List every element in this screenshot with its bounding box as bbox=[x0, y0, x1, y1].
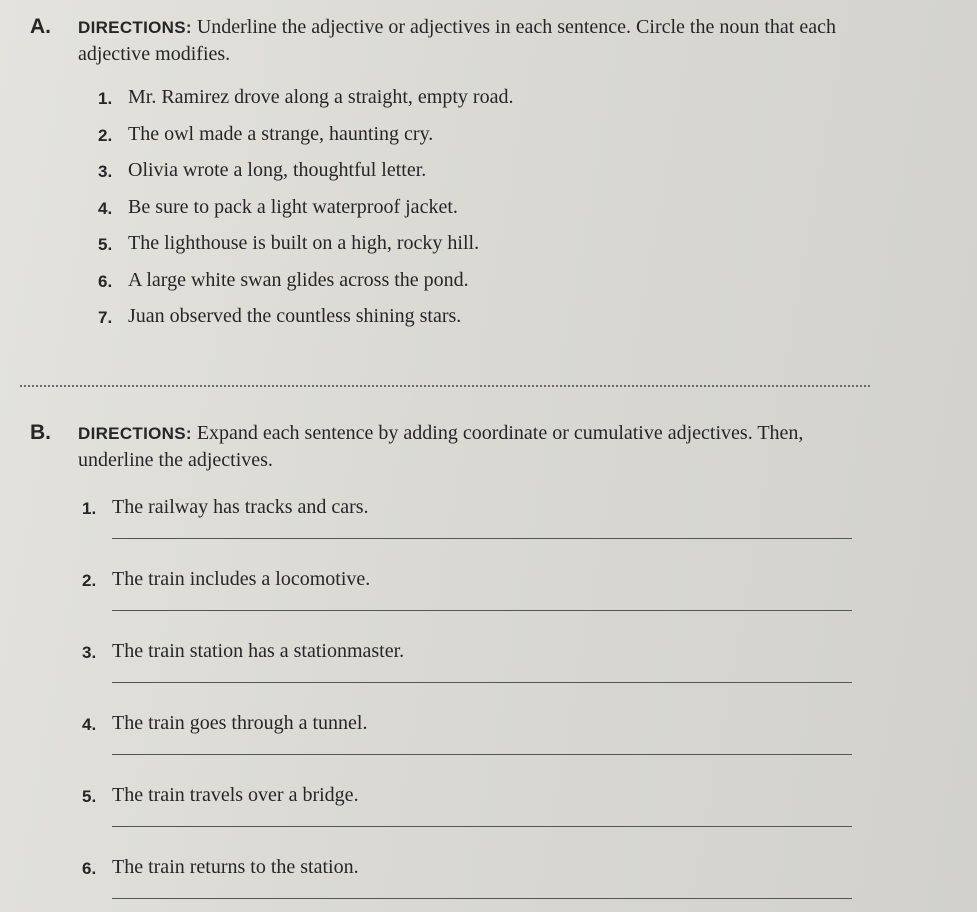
item-number: 4. bbox=[98, 198, 113, 218]
answer-line[interactable] bbox=[112, 538, 852, 539]
section-a-text: Underline the adjective or adjectives in each sentence. Circle the noun that each adjective modifies. bbox=[78, 16, 836, 65]
list-item bbox=[98, 157, 513, 194]
answer-line[interactable] bbox=[112, 826, 852, 827]
section-divider bbox=[20, 385, 870, 387]
list-item bbox=[82, 782, 404, 854]
item-number: 4. bbox=[82, 715, 97, 734]
section-a-directions bbox=[30, 14, 930, 67]
list-item bbox=[82, 566, 404, 638]
list-item bbox=[98, 121, 513, 158]
sentence: Be sure to pack a light waterproof jacket. bbox=[128, 195, 458, 218]
item-number: 6. bbox=[98, 271, 113, 291]
sentence: The lighthouse is built on a high, rocky hill. bbox=[128, 232, 480, 254]
item-number: 1. bbox=[98, 89, 113, 108]
section-b-directions bbox=[30, 420, 930, 473]
item-number: 3. bbox=[82, 643, 97, 662]
list-item bbox=[82, 854, 404, 912]
section-a bbox=[30, 14, 930, 327]
item-number: 6. bbox=[82, 859, 97, 878]
answer-line[interactable] bbox=[112, 610, 852, 611]
sentence: The owl made a strange, haunting cry. bbox=[128, 122, 434, 145]
list-item bbox=[82, 494, 404, 566]
item-number: 5. bbox=[98, 235, 113, 254]
list-item bbox=[98, 194, 513, 231]
item-number: 5. bbox=[82, 787, 97, 806]
sentence: The train station has a stationmaster. bbox=[112, 640, 405, 662]
item-number: 3. bbox=[98, 162, 113, 181]
sentence: The train travels over a bridge. bbox=[112, 784, 359, 806]
list-item bbox=[98, 303, 513, 340]
section-b-letter: B. bbox=[30, 421, 51, 444]
sentence: The train returns to the station. bbox=[112, 856, 359, 878]
item-number: 1. bbox=[82, 499, 97, 518]
sentence: The train goes through a tunnel. bbox=[112, 712, 368, 734]
list-item bbox=[82, 710, 404, 782]
section-b-list bbox=[82, 494, 404, 912]
sentence: The railway has tracks and cars. bbox=[112, 496, 369, 518]
sentence: Mr. Ramirez drove along a straight, empty road. bbox=[128, 86, 514, 108]
section-a-letter: A. bbox=[30, 15, 51, 38]
sentence: Juan observed the countless shining stars. bbox=[128, 305, 462, 327]
answer-line[interactable] bbox=[112, 682, 852, 683]
section-b-label: DIRECTIONS: bbox=[78, 424, 192, 443]
item-number: 2. bbox=[98, 125, 113, 145]
list-item bbox=[98, 84, 513, 121]
section-a-label: DIRECTIONS: bbox=[78, 18, 192, 37]
section-b bbox=[30, 420, 930, 878]
answer-line[interactable] bbox=[112, 898, 852, 899]
sentence: The train includes a locomotive. bbox=[112, 568, 371, 590]
sentence: A large white swan glides across the pond. bbox=[128, 268, 469, 291]
list-item bbox=[98, 230, 513, 267]
item-number: 7. bbox=[98, 308, 113, 327]
section-a-list bbox=[98, 84, 513, 340]
list-item bbox=[98, 267, 513, 304]
list-item bbox=[82, 638, 404, 710]
sentence: Olivia wrote a long, thoughtful letter. bbox=[128, 159, 427, 181]
item-number: 2. bbox=[82, 571, 97, 590]
section-b-text: Expand each sentence by adding coordinate or cumulative adjectives. Then, underline the adjectives. bbox=[78, 422, 804, 471]
answer-line[interactable] bbox=[112, 754, 852, 755]
